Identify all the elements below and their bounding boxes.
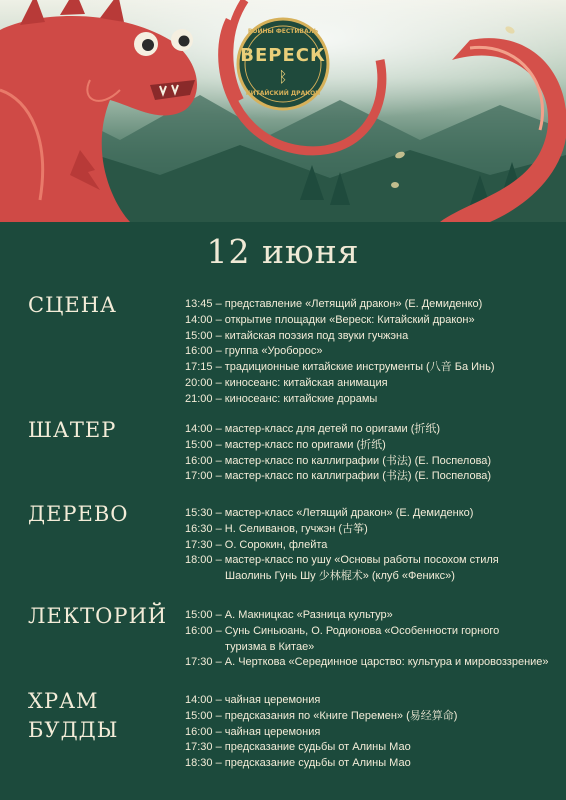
event-list (185, 693, 557, 772)
event-item: 18:00 – мастер-класс по ушу «Основы работы посохом стиля (185, 554, 499, 567)
event-item: 15:30 – мастер-класс «Летящий дракон» (Е. Демиденко) (185, 507, 474, 519)
event-item: 15:00 – А. Макницкас «Разница культур» (185, 609, 393, 621)
section-title: ДЕРЕВО (28, 502, 129, 526)
event-item: 16:00 – мастер-класс по каллиграфии (书法) (Е. Поспелова) (185, 454, 492, 467)
event-item: 16:00 – группа «Уроборос» (185, 345, 323, 358)
event-list (185, 506, 557, 585)
event-list (185, 297, 557, 408)
event-item-continuation: Шаолинь Гунь Шу 少林棍术» (клуб «Феникс») (225, 570, 455, 583)
event-item: 13:45 – представление «Летящий дракон» (Е. Демиденко) (185, 298, 483, 310)
event-item: 18:30 – предсказание судьбы от Алины Мао (185, 757, 411, 770)
event-list (185, 422, 557, 485)
event-item-continuation: туризма в Китае» (225, 640, 315, 653)
event-item: 17:30 – предсказание судьбы от Алины Мао (185, 741, 411, 754)
event-item: 16:00 – Сунь Синьюань, О. Родионова «Особенности горного (185, 624, 500, 637)
schedule-date: 12 июня (206, 232, 360, 271)
logo-bottom-text: КИТАЙСКИЙ ДРАКОН (245, 90, 321, 97)
event-item: 16:30 – Н. Селиванов, гучжэн (古筝) (185, 522, 368, 535)
event-item: 17:30 – А. Черткова «Серединное царство: культура и мировоззрение» (185, 656, 549, 669)
event-list (185, 608, 557, 671)
event-item: 15:00 – предсказания по «Книге Перемен» (易经算命) (185, 709, 458, 722)
event-item: 17:15 – традиционные китайские инструменты (八音 Ба Инь) (185, 361, 495, 374)
section-title: ШАТЕР (28, 418, 117, 442)
section-title: ХРАМ БУДДЫ (28, 689, 119, 742)
section-title: СЦЕНА (28, 293, 117, 317)
dragon-banner (0, 0, 566, 222)
event-item: 15:00 – мастер-класс по оригами (折纸) (185, 438, 386, 451)
event-item: 17:30 – О. Сорокин, флейта (185, 538, 328, 551)
logo-top-text: ВОЙНЫ ФЕСТИВАЛЬ (247, 28, 319, 35)
event-item: 14:00 – открытие площадки «Вереск: Китайский дракон» (185, 313, 475, 326)
event-item: 21:00 – киносеанс: китайские дорамы (185, 392, 378, 405)
logo-title: ВЕРЕСК (240, 45, 326, 66)
event-item: 17:00 – мастер-класс по каллиграфии (书法) (Е. Поспелова) (185, 470, 492, 483)
event-item: 14:00 – мастер-класс для детей по оригами (折纸) (185, 423, 441, 435)
event-item: 14:00 – чайная церемония (185, 694, 321, 706)
event-item: 15:00 – китайская поэзия под звуки гучжэна (185, 329, 409, 342)
section-title: ЛЕКТОРИЙ (28, 604, 168, 628)
event-item: 20:00 – киносеанс: китайская анимация (185, 376, 388, 389)
logo-rune-icon: ᛒ (278, 68, 288, 86)
event-item: 16:00 – чайная церемония (185, 725, 321, 738)
